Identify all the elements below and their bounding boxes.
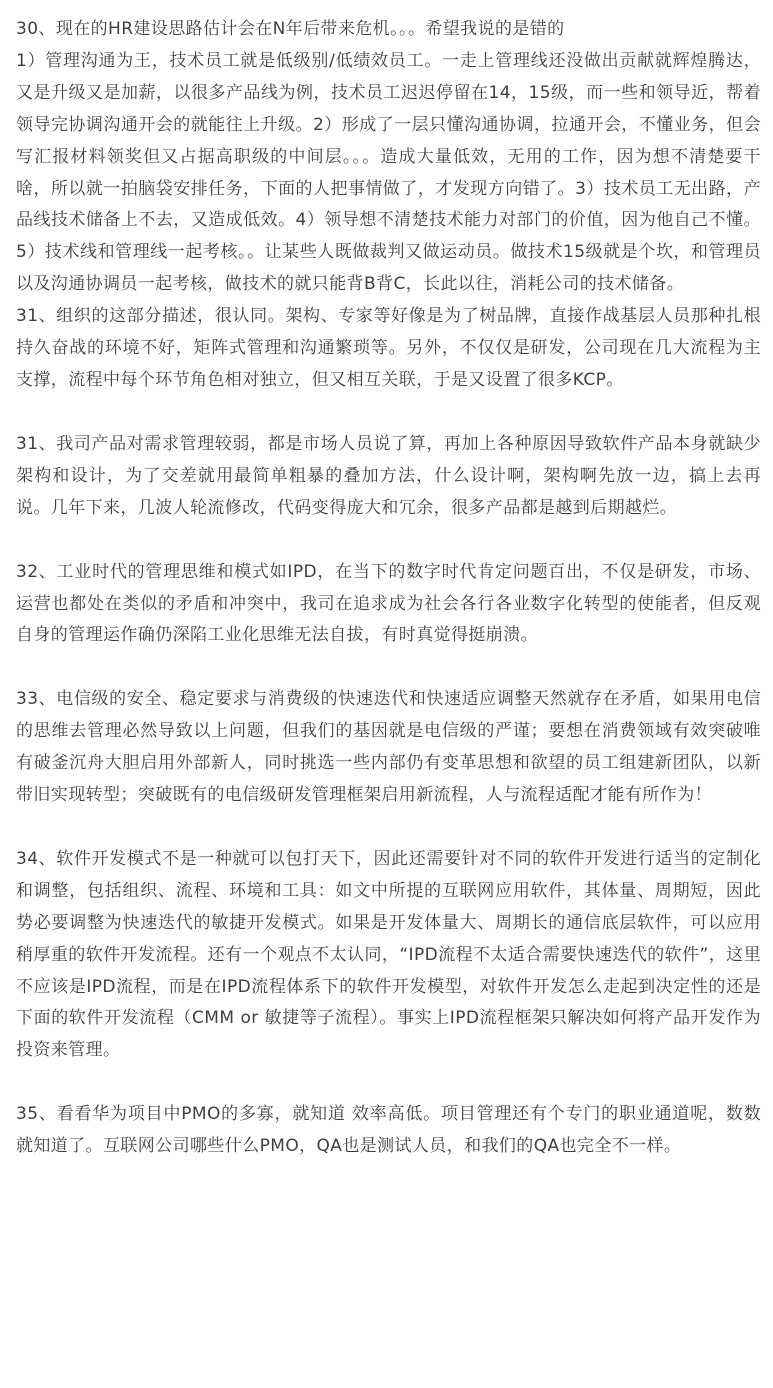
paragraph-30-heading: 30、现在的HR建设思路估计会在N年后带来危机。。。希望我说的是错的: [16, 19, 565, 39]
paragraph-33: 33、电信级的安全、稳定要求与消费级的快速迭代和快速适应调整天然就存在矛盾，如果用电信的思维去管理必然导致以上问题，但我们的基因就是电信级的严谨；要想在消费领域有效突破唯有破釜沉舟大胆启用外部新人，同时挑选一些内部仍有变革思想和欲望的员工组建新团队，以新带旧实现转型；突破既有的电信级研发管理框架启用新流程，人与流程适配才能有所作为！: [16, 689, 761, 806]
paragraph-31-organization: 31、组织的这部分描述，很认同。架构、专家等好像是为了树品牌，直接作战基层人员那种扎根持久奋战的环境不好，矩阵式管理和沟通繁琐等。另外，不仅仅是研发，公司现在几大流程为主支撑，流程中每个环节角色相对独立，但又相互关联，于是又设置了很多KCP。: [16, 306, 761, 390]
paragraph-gap: [16, 525, 761, 557]
paragraph-31-requirements: 31、我司产品对需求管理较弱，都是市场人员说了算，再加上各种原因导致软件产品本身就缺少架构和设计，为了交差就用最简单粗暴的叠加方法，什么设计啊，架构啊先放一边，搞上去再说。几年下来，几波人轮流修改，代码变得庞大和冗余，很多产品都是越到后期越烂。: [16, 433, 761, 518]
paragraph-gap: [16, 812, 761, 844]
paragraph-gap: [16, 1067, 761, 1099]
paragraph-34: 34、软件开发模式不是一种就可以包打天下，因此还需要针对不同的软件开发进行适当的定制化和调整，包括组织、流程、环境和工具：如文中所提的互联网应用软件，其体量、周期短，因此势必要调整为快速迭代的敏捷开发模式。如果是开发体量大、周期长的通信底层软件，可以应用稍厚重的软件开发流程。还有一个观点不太认同，“IPD流程不太适合需要快速迭代的软件”，这里不应该是IPD流程，而是在IPD流程体系下的软件开发模型，对软件开发怎么走起到决定性的还是下面的软件开发流程（CMM or 敏捷等子流程）。事实上IPD流程框架只解决如何将产品开发作为投资来管理。: [16, 848, 761, 1061]
paragraph-35: 35、看看华为项目中PMO的多寡，就知道 效率高低。项目管理还有个专门的职业通道呢，数数就知道了。互联网公司哪些什么PMO，QA也是测试人员，和我们的QA也完全不一样。: [16, 1104, 761, 1157]
paragraph-gap: [16, 652, 761, 684]
paragraph-30-points: 1）管理沟通为王，技术员工就是低级别/低绩效员工。一走上管理线还没做出贡献就辉煌腾达，又是升级又是加薪，以很多产品线为例，技术员工迟迟停留在14，15级，而一些和领导近，帮着领导完协调沟通开会的就能往上升级。2）形成了一层只懂沟通协调，拉通开会，不懂业务，但会写汇报材料领奖但又占据高职级的中间层。。。造成大量低效，无用的工作，因为想不清楚要干啥，所以就一拍脑袋安排任务，下面的人把事情做了，才发现方向错了。3）技术员工无出路，产品线技术储备上不去，又造成低效。4）领导想不清楚技术能力对部门的价值，因为他自己不懂。5）技术线和管理线一起考核。。让某些人既做裁判又做运动员。做技术15级就是个坎，和管理员以及沟通协调员一起考核，做技术的就只能背B背C，长此以往，消耗公司的技术储备。: [16, 50, 761, 295]
paragraph-gap: [16, 397, 761, 429]
paragraph-32: 32、工业时代的管理思维和模式如IPD，在当下的数字时代肯定问题百出，不仅是研发，市场、运营也都处在类似的矛盾和冲突中，我司在追求成为社会各行各业数字化转型的使能者，但反观自身的管理运作确仍深陷工业化思维无法自拔，有时真觉得挺崩溃。: [16, 561, 761, 646]
document-body: [16, 0, 761, 1163]
